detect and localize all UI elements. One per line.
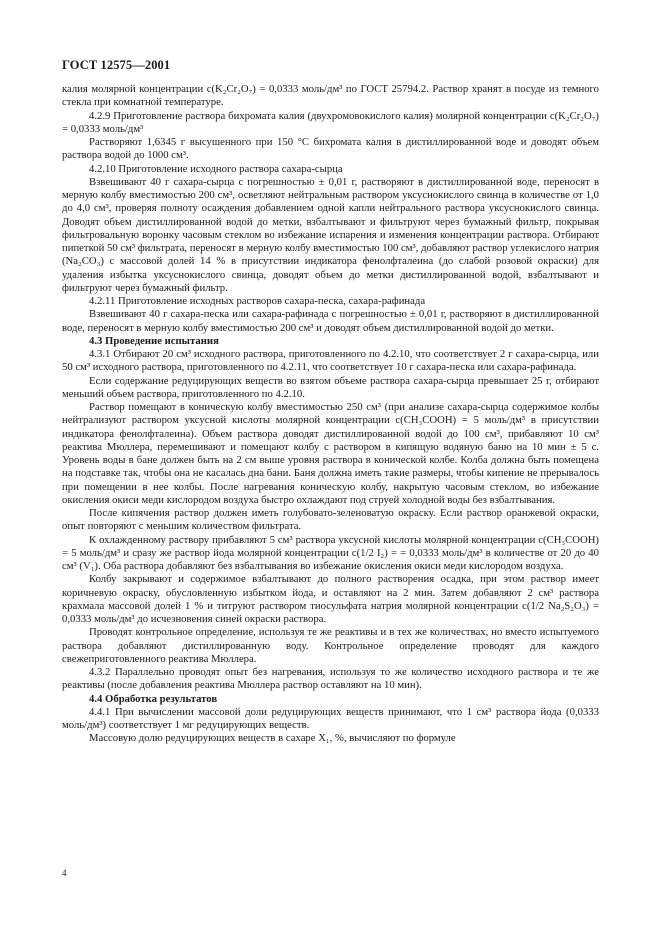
paragraph: Массовую долю редуцирующих веществ в сахаре X₁, %, вычисляют по формуле xyxy=(89,732,456,745)
section-heading: 4.3 Проведение испытания xyxy=(89,334,219,347)
paragraph: К охлажденному раствору прибавляют 5 см³ раствора уксусной кислоты молярной концентрации c(CH₃COOH) = 5 моль/дм³ и сразу же раствор йода молярной концентрации c(1/2 I₂) = = 0,0333 моль/дм³ в количестве от 20 до 40 см³ (V₁). Оба раствора добавляют без взбалтывания во избежание окисления окиси меди кислородом воздуха. xyxy=(62,533,599,572)
paragraph: 4.2.9 Приготовление раствора бихромата калия (двухромовокислого калия) молярной концентрации c(K₂Cr₂O₇) = 0,0333 моль/дм³ xyxy=(62,109,599,135)
paragraph: Взвешивают 40 г сахара-сырца с погрешностью ± 0,01 г, растворяют в дистиллированной воде, переносят в мерную колбу вместимостью 200 см³, осветляют нейтральным раствором уксуснокислого свинца в количестве от 1,0 до 4,0 см³, проверяя полноту осаждения добавлением одной капли нейтрального раствора уксуснокислого свинца. Доводят объем дистиллированной водой до метки, взбалтывают и фильтруют через бумажный фильтр, покрывая фильтровальную воронку часовым стеклом во избежание испарения и изменения концентрации раствора. Отбирают пипеткой 50 см³ фильтрата, переносят в мерную колбу вместимостью 100 см³, добавляют раствор углекислого натрия (Na₂CO₃) с массовой долей 14 % в присутствии индикатора фенолфталеина (до слабой розовой окраски) для удаления избытка уксуснокислого свинца, доводят объем до метки дистиллированной водой, взбалтывают и фильтруют через бумажный фильтр. xyxy=(62,175,599,294)
paragraph: 4.2.11 Приготовление исходных растворов сахара-песка, сахара-рафинада xyxy=(89,295,426,307)
paragraph: Растворяют 1,6345 г высушенного при 150 °С бихромата калия в дистиллированной воде и доводят объем раствора водой до 1000 см³. xyxy=(62,136,599,162)
paragraph: Если содержание редуцирующих веществ во взятом объеме раствора сахара-сырца превышает 25 г, отбирают меньший объем раствора, приготовленного по 4.2.10. xyxy=(62,374,599,400)
paragraph: 4.4.1 При вычислении массовой доли редуцирующих веществ принимают, что 1 см³ раствора йода (0,0333 моль/дм³) соответствует 1 мг редуцирующих веществ. xyxy=(62,705,599,731)
paragraph: 4.3.1 Отбирают 20 см³ исходного раствора, приготовленного по 4.2.10, что соответствует 2 г сахара-сырца, или 50 см³ исходного раствора, приготовленного по 4.2.11, что соответствует 10 г сахара-песка или сахара-рафинада. xyxy=(62,348,599,374)
paragraph: 4.3.2 Параллельно проводят опыт без нагревания, используя то же количество исходного раствора и те же реактивы (после добавления реактива Мюллера раствор оставляют на 10 мин). xyxy=(62,666,599,692)
paragraph: Колбу закрывают и содержимое взбалтывают до полного растворения осадка, при этом раствор имеет коричневую окраску, обусловленную избытком йода, и оставляют на 2 мин. Затем добавляют 2 см³ раствора крахмала массовой долей 1 % и титруют раствором тиосульфата натрия молярной концентрации c(1/2 Na₂S₂O₃) = 0,0333 моль/дм³ до исчезновения синей окраски раствора. xyxy=(62,573,599,625)
section-heading: 4.4 Обработка результатов xyxy=(89,692,218,705)
page-number: 4 xyxy=(62,868,67,878)
paragraph: Проводят контрольное определение, используя те же реактивы и в тех же количествах, но вместо испытуемого раствора добавляют дистиллированную воду. Контрольное определение проводят для каждого свежеприготовленного реактива Мюллера. xyxy=(62,626,599,665)
document-body xyxy=(62,83,599,746)
paragraph: Взвешивают 40 г сахара-песка или сахара-рафинада с погрешностью ± 0,01 г, растворяют в дистиллированной воде, переносят в мерную колбу вместимостью 200 см³ и доводят объем дистиллированной водой до метки. xyxy=(62,308,599,334)
paragraph: 4.2.10 Приготовление исходного раствора сахара-сырца xyxy=(89,162,343,175)
document-header: ГОСТ 12575—2001 xyxy=(62,58,171,72)
paragraph: калия молярной концентрации c(K₂Cr₂O₇) = 0,0333 моль/дм³ по ГОСТ 25794.2. Раствор хранят в посуде из темного стекла при комнатной температуре. xyxy=(62,83,599,109)
paragraph: После кипячения раствор должен иметь голубовато-зеленоватую окраску. Если раствор оранжевой окраски, опыт повторяют с меньшим количеством фильтрата. xyxy=(62,507,599,533)
paragraph: Раствор помещают в коническую колбу вместимостью 250 см³ (при анализе сахара-сырца содержимое колбы нейтрализуют раствором уксусной кислоты молярной концентрации c(CH₃COOH) = 5 моль/дм³ в присутствии индикатора фенолфталеина). Объем раствора доводят дистиллированной водой до 100 см³, прибавляют 10 см³ реактива Мюллера, перемешивают и помещают колбу с раствором в кипящую водяную баню на 10 мин ± 5 с. Уровень воды в бане должен быть на 2 см выше уровня раствора в конической колбе. Колба должна быть помещена на подставке так, чтобы она не касалась дна бани. Баня должна иметь такие размеры, чтобы кипение не прерывалось при помещении в нее колбы. После нагревания коническую колбу, накрытую часовым стеклом, во избежание окисления окиси меди кислородом воздуха быстро охлаждают под струей холодной воды без взбалтывания. xyxy=(62,401,599,506)
